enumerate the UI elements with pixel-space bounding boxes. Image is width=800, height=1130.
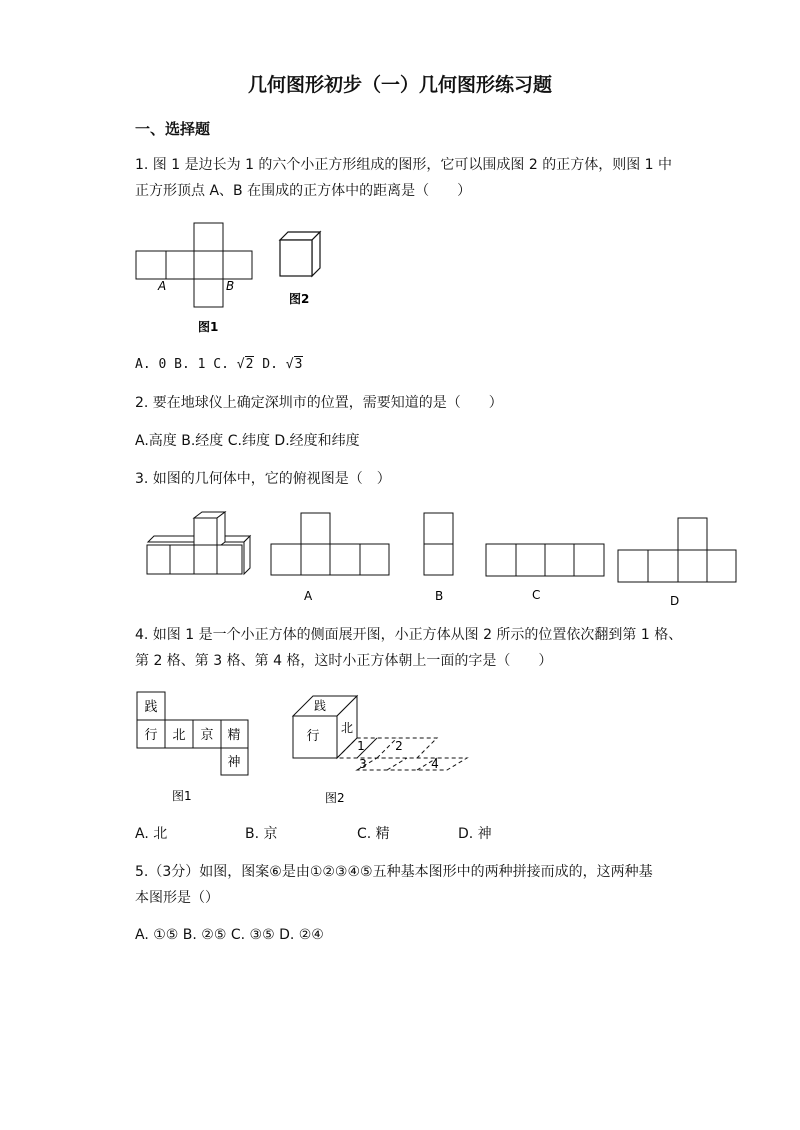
q4-fig2-caption: 图2: [325, 791, 345, 805]
q1-option-a: A. 0: [135, 357, 167, 372]
q3-option-d-figure: [615, 515, 740, 610]
q4-option-a: A. 北: [135, 826, 168, 842]
cube-side-char: 北: [340, 721, 354, 735]
q1-option-c: √2: [236, 357, 254, 372]
fig2-caption: 图2: [289, 292, 310, 306]
q3-label-c: C: [532, 588, 541, 600]
q1-line2: 正方形顶点 A、B 在围成的正方体中的距离是（ ）: [135, 183, 472, 199]
q2-text: 2. 要在地球仪上确定深圳市的位置，需要知道的是（ ）: [135, 395, 503, 411]
q3-label-d: D: [670, 594, 680, 608]
cube-front-face: [280, 240, 312, 276]
section-heading: 一、选择题: [135, 120, 211, 138]
cell-number: 3: [359, 757, 367, 771]
q4-option-c: C. 精: [357, 826, 390, 842]
q1-option-d-label: D.: [262, 357, 278, 372]
net-char: 北: [172, 728, 186, 743]
q4-option-b: B. 京: [245, 826, 278, 842]
net-square: [166, 251, 194, 279]
q1-figure-net: [130, 215, 260, 340]
cube-front-char: 行: [306, 729, 320, 744]
net-square: [194, 279, 223, 307]
vertex-label-b: B: [226, 279, 235, 293]
q3-option-a-figure: [268, 508, 393, 603]
q1-line1: 1. 图 1 是边长为 1 的六个小正方形组成的图形，它可以围成图 2 的正方体，则图 1 中: [135, 157, 673, 173]
q4-line2: 第 2 格、第 3 格、第 4 格，这时小正方体朝上一面的字是（ ）: [135, 653, 553, 669]
q5-options: A. ①⑤ B. ②⑤ C. ③⑤ D. ②④: [135, 927, 324, 943]
q1-options: [135, 352, 303, 378]
cube-top-char: 践: [313, 699, 327, 713]
page-title: 几何图形初步（一）几何图形练习题: [247, 74, 552, 96]
q3-option-c-figure: [482, 540, 608, 600]
q1-option-d-radicand: 3: [294, 357, 303, 372]
q4-figure-net: [132, 688, 257, 808]
q2-options: A.高度 B.经度 C.纬度 D.经度和纬度: [135, 433, 360, 449]
q4-fig1-caption: 图1: [172, 789, 192, 803]
q4-figure-cube: [285, 688, 475, 808]
q4-option-d: D. 神: [458, 826, 492, 842]
q3-label-b: B: [435, 589, 444, 603]
fig1-caption: 图1: [198, 320, 219, 334]
cell-number: 4: [431, 757, 439, 771]
q1-option-c-label: C.: [213, 357, 229, 372]
q1-option-c-radicand: 2: [245, 357, 254, 372]
net-char: 精: [227, 728, 241, 743]
cube-side-face: [312, 232, 320, 276]
net-char: 神: [227, 755, 241, 770]
q3-text: 3. 如图的几何体中，它的俯视图是（ ）: [135, 471, 391, 487]
net-char: 践: [144, 700, 158, 715]
cell-number: 2: [395, 739, 403, 753]
net-square: [136, 251, 166, 279]
net-square: [194, 251, 223, 279]
q5-line1: 5.（3分）如图，图案⑥是由①②③④⑤五种基本图形中的两种拼接而成的，这两种基: [135, 864, 653, 880]
q1-figure-cube: [275, 228, 335, 313]
q3-solid-figure: [140, 505, 260, 580]
q4-line1: 4. 如图 1 是一个小正方体的侧面展开图，小正方体从图 2 所示的位置依次翻到第 1 格、: [135, 627, 683, 643]
net-square: [223, 251, 252, 279]
q1-option-d: √3: [285, 357, 303, 372]
cell-number: 1: [357, 739, 365, 753]
q5-line2: 本图形是（）: [135, 890, 219, 906]
q1-option-b: B. 1: [174, 357, 206, 372]
net-char: 京: [200, 728, 214, 743]
q3-option-b-figure: [420, 508, 460, 603]
net-char: 行: [144, 728, 158, 743]
vertex-label-a: A: [158, 279, 167, 293]
net-square: [194, 223, 223, 251]
q3-label-a: A: [304, 589, 313, 603]
